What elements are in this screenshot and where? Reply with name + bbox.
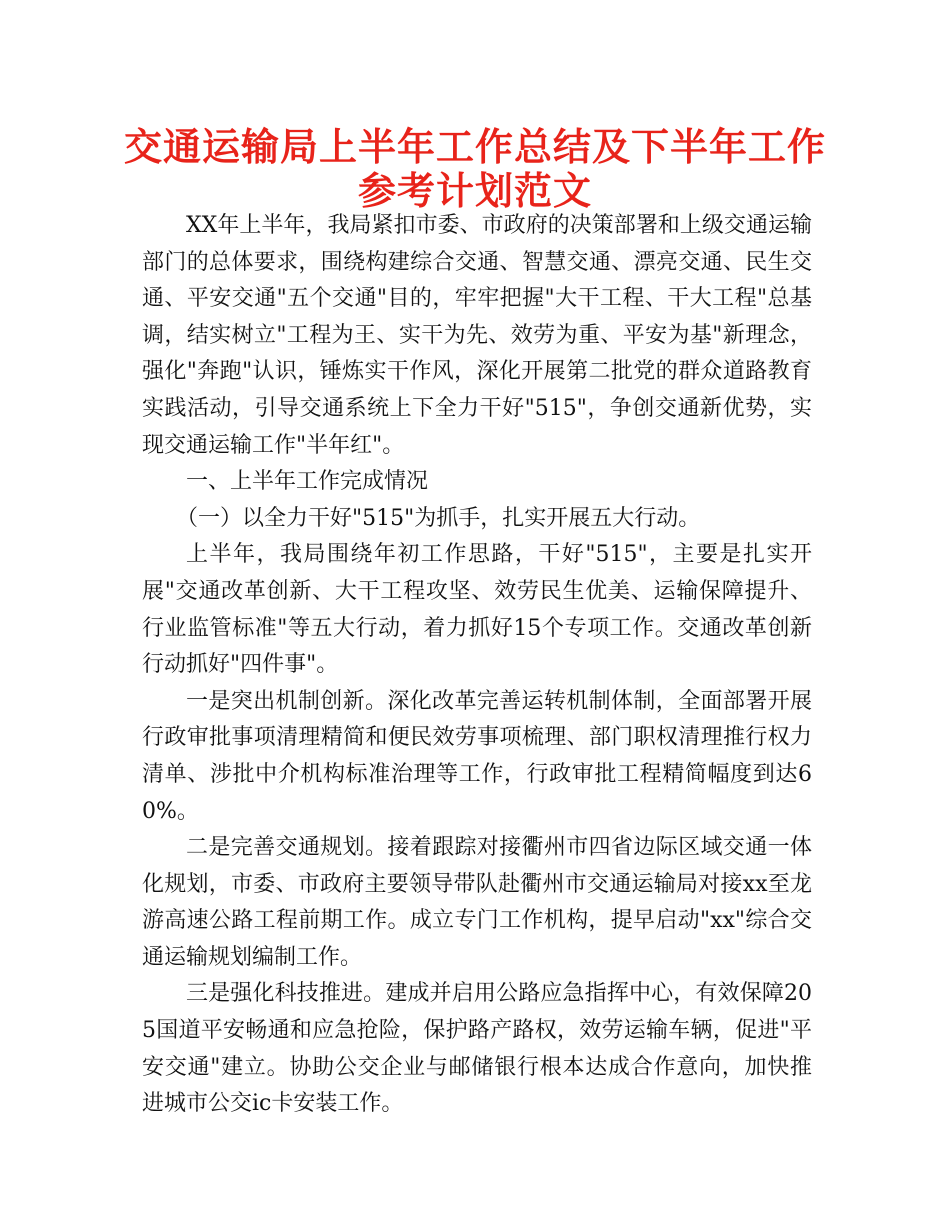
document-body: [142, 208, 812, 1123]
paragraph-first-half-summary: 上半年，我局围绕年初工作思路，干好"515"，主要是扎实开展"交通改革创新、大干工程攻坚、效劳民生优美、运输保障提升、行业监管标准"等五大行动，着力抓好15个专项工作。交通改革创新行动抓好"四件事"。: [142, 542, 812, 678]
paragraph-mechanism-innovation: 一是突出机制创新。深化改革完善运转机制体制，全面部署开展行政审批事项清理精简和便民效劳事项梳理、部门职权清理推行权力清单、涉批中介机构标准治理等工作，行政审批工程精简幅度到达60%。: [142, 688, 812, 824]
paragraph-transport-planning: 二是完善交通规划。接着跟踪对接衢州市四省边际区域交通一体化规划，市委、市政府主要领导带队赴衢州市交通运输局对接xx至龙游高速公路工程前期工作。成立专门工作机构，提早启动"xx"综合交通运输规划编制工作。: [142, 835, 812, 970]
document-title-line-2: 参考计划范文: [357, 169, 592, 213]
document-title-line-1: 交通运输局上半年工作总结及下半年工作: [123, 125, 826, 169]
paragraph-section-heading: 一、上半年工作完成情况: [186, 469, 429, 495]
paragraph-technology-promotion: 三是强化科技推进。建成并启用公路应急指挥中心，有效保障205国道平安畅通和应急抢险，保护路产路权，效劳运输车辆，促进"平安交通"建立。协助公交企业与邮储银行根本达成合作意向，加快推进城市公交ic卡安装工作。: [142, 981, 812, 1117]
paragraph-subsection-heading: （一）以全力干好"515"为抓手，扎实开展五大行动。: [176, 505, 701, 531]
paragraph-intro: XX年上半年，我局紧扣市委、市政府的决策部署和上级交通运输部门的总体要求，围绕构建综合交通、智慧交通、漂亮交通、民生交通、平安交通"五个交通"目的，牢牢把握"大干工程、干大工程"总基调，结实树立"工程为王、实干为先、效劳为重、平安为基"新理念，强化"奔跑"认识，锤炼实干作风，深化开展第二批党的群众道路教育实践活动，引导交通系统上下全力干好"515"，争创交通新优势，实现交通运输工作"半年红"。: [142, 213, 812, 458]
